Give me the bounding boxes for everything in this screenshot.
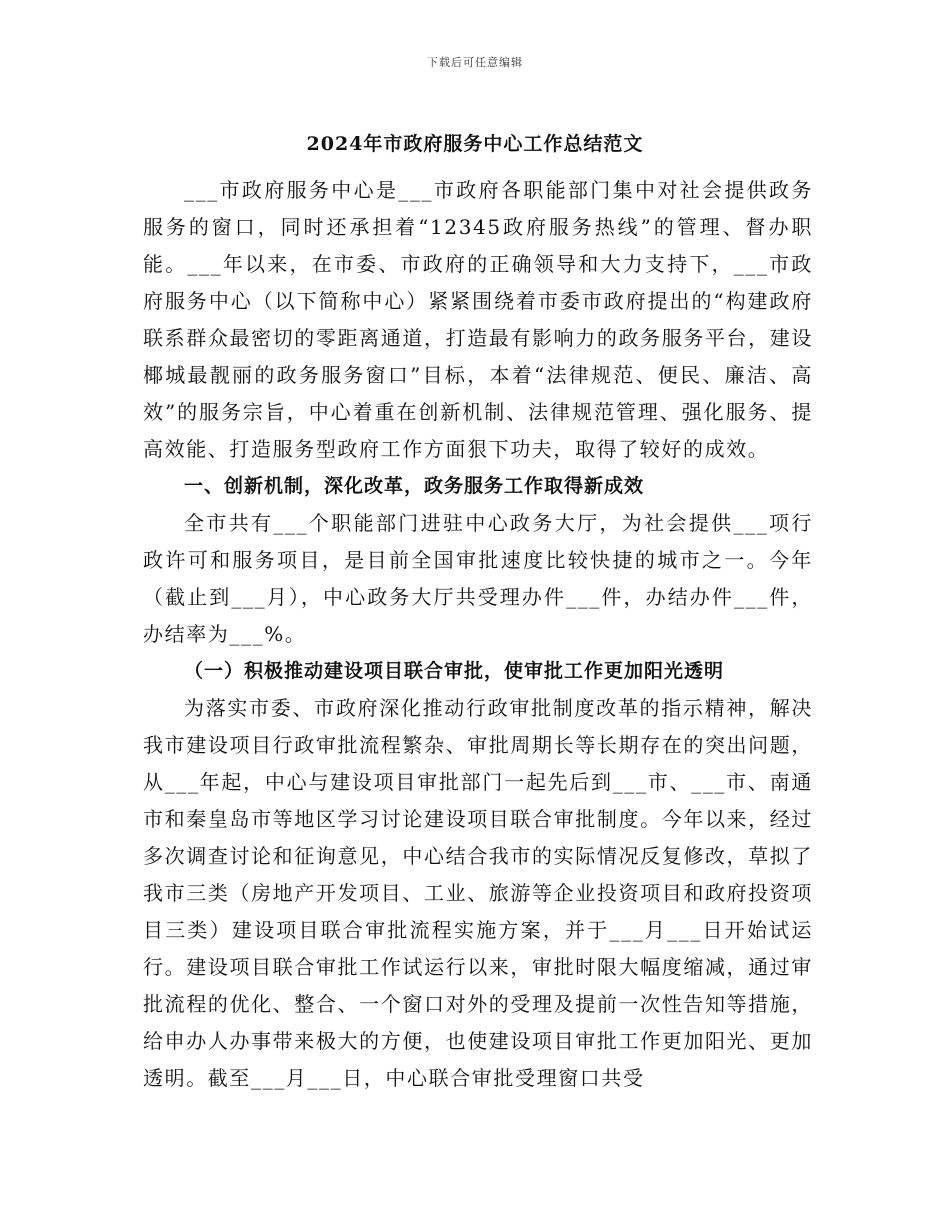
header-note: 下载后可任意编辑 — [427, 56, 523, 69]
subsection-1-paragraph: 为落实市委、市政府深化推动行政审批制度改革的指示精神，解决我市建设项目行政审批流程繁杂、审批周期长等长期存在的突出问题，从___年起，中心与建设项目审批部门一起先后到___市、___市、南通市和秦皇岛市等地区学习讨论建设项目联合审批制度。今年以来，经过多次调查讨论和征询意见，中心结合我市的实际情况反复修改，草拟了我市三类（房地产开发项目、工业、旅游等企业投资项目和政府投资项目三类）建设项目联合审批流程实施方案，并于___月___日开始试运行。建设项目联合审批工作试运行以来，审批时限大幅度缩减，通过审批流程的优化、整合、一个窗口对外的受理及提前一次性告知等措施，给申办人办事带来极大的方便，也使建设项目审批工作更加阳光、更加透明。截至___月___日，中心联合审批受理窗口共受 — [143, 696, 813, 1090]
document-title: 2024年市政府服务中心工作总结范文 — [306, 133, 644, 155]
section-1-paragraph: 全市共有___个职能部门进驻中心政务大厅，为社会提供___项行政许可和服务项目，是目前全国审批速度比较快捷的城市之一。今年（截止到___月），中心政务大厅共受理办件___件，办结办件___件，办结率为___%。 — [143, 511, 813, 646]
document-body — [143, 172, 813, 1097]
subsection-heading-1: （一）积极推动建设项目联合审批，使审批工作更加阳光透明 — [184, 660, 725, 682]
section-heading-1: 一、创新机制，深化改革，政务服务工作取得新成效 — [184, 475, 645, 497]
intro-paragraph: ___市政府服务中心是___市政府各职能部门集中对社会提供政务服务的窗口，同时还承担着“12345政府服务热线”的管理、督办职能。___年以来，在市委、市政府的正确领导和大力支持下，___市政府服务中心（以下简称中心）紧紧围绕着市委市政府提出的“构建政府联系群众最密切的零距离通道，打造最有影响力的政务服务平台，建设椰城最靓丽的政务服务窗口”目标，本着“法律规范、便民、廉洁、高效”的服务宗旨，中心着重在创新机制、法律规范管理、强化服务、提高效能、打造服务型政府工作方面狠下功夫，取得了较好的成效。 — [143, 178, 813, 461]
